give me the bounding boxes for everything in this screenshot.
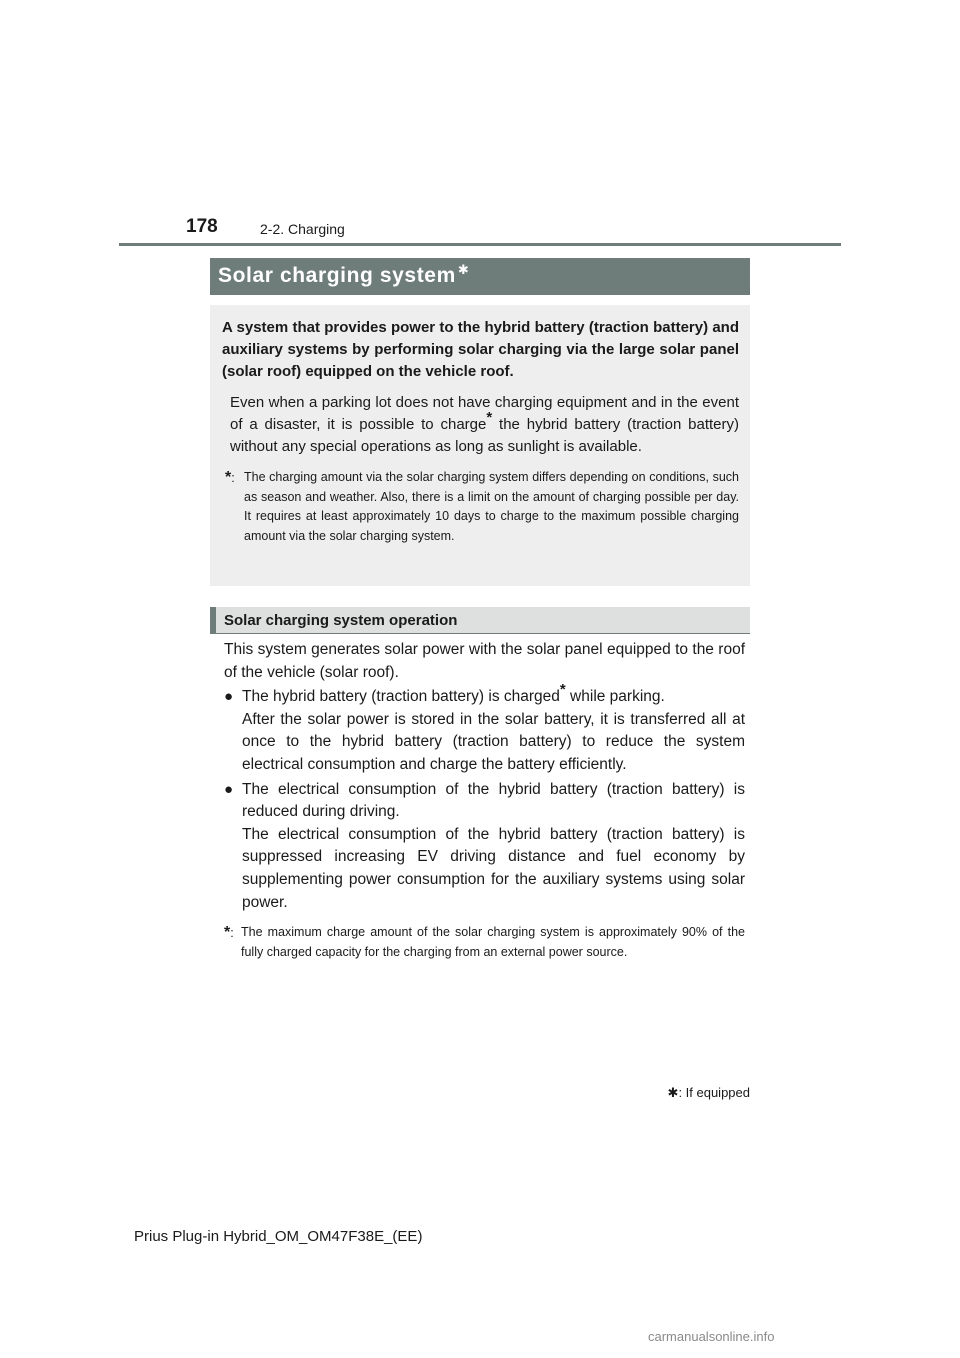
asterisk-icon: * (225, 469, 232, 486)
watermark: carmanualsonline.info (648, 1329, 775, 1344)
section-label: 2-2. Charging (260, 221, 345, 237)
section-heading-rule (210, 633, 750, 634)
list-item-line (242, 681, 745, 709)
header-rule (119, 243, 841, 246)
page-title-text: Solar charging system (218, 264, 456, 287)
list-item (224, 779, 745, 915)
section-note-text: The maximum charge amount of the solar charging system is approximately 90% of the fully charged capacity for the charging from an external power source. (241, 925, 745, 959)
footnote-text: : If equipped (678, 1085, 750, 1100)
asterisk-icon: * (224, 924, 231, 942)
list-item-content (242, 779, 745, 915)
asterisk-icon: * (559, 681, 566, 699)
if-equipped-mark-icon: ✱ (667, 1085, 679, 1100)
section-intro: This system generates solar power with the solar panel equipped to the roof of the vehicle (solar roof). (224, 641, 745, 681)
document-footer: Prius Plug-in Hybrid_OM_OM47F38E_(EE) (134, 1228, 423, 1245)
list-item-line: The electrical consumption of the hybrid battery (traction battery) is reduced during driving. (242, 780, 745, 821)
list-item-detail: The electrical consumption of the hybrid battery (traction battery) is suppressed increasing EV driving distance and fuel economy by supplementing power consumption for the auxiliary systems using solar power. (242, 825, 745, 911)
intro-box (210, 305, 750, 586)
note-colon: : (231, 471, 235, 485)
section-note (224, 923, 745, 962)
list-item (224, 681, 745, 776)
if-equipped-footnote (668, 1085, 750, 1101)
intro-body (230, 392, 739, 458)
list-item-line-before: The hybrid battery (traction battery) is charged (242, 688, 560, 706)
note-marker (224, 923, 241, 962)
note-colon: : (230, 926, 234, 941)
page-title (210, 258, 750, 295)
section-body (224, 639, 745, 962)
bullet-icon: ● (224, 780, 234, 798)
intro-lead: A system that provides power to the hybrid battery (traction battery) and auxiliary systems by performing solar charging via the large solar panel (solar roof) equipped on the vehicle roof. (222, 319, 739, 380)
intro-body-before: Even when a parking lot does not have charging equipment and in the event of a disaster, it is possible to charge (230, 394, 739, 433)
asterisk-icon: * (486, 409, 493, 426)
list-item-content (242, 681, 745, 776)
intro-body-after: the hybrid battery (traction battery) without any special operations as long as sunlight is available. (230, 416, 739, 455)
bullet-icon: ● (224, 688, 234, 706)
list-item-detail: After the solar power is stored in the solar battery, it is transferred all at once to the hybrid battery (traction battery) to reduce the system electrical consumption and charge the battery efficiently. (242, 710, 745, 773)
if-equipped-mark-icon: ✱ (457, 262, 470, 277)
page-number: 178 (186, 216, 218, 237)
intro-note-text: The charging amount via the solar charging system differs depending on conditions, such as season and weather. Also, there is a limit on the amount of charging possible per day. It requires at least approximately 10 days to charge to the maximum possible charging amount via the solar charging system. (244, 470, 739, 543)
section-heading: Solar charging system operation (210, 607, 750, 633)
list-item-line-after: while parking. (565, 688, 665, 706)
intro-note (222, 468, 739, 546)
note-marker (222, 468, 244, 546)
